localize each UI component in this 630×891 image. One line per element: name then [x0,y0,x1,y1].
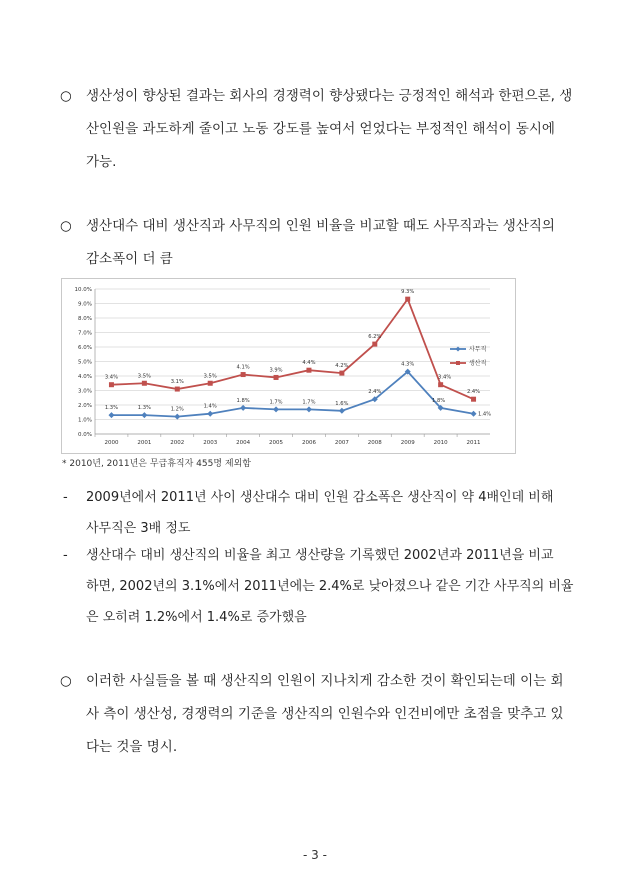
data-label: 4.1% [236,364,250,371]
data-point-diamond [207,411,213,417]
circle-bullet: ○ [60,218,72,234]
x-tick-label: 2004 [236,440,251,446]
data-label: 1.8% [236,397,250,404]
data-point-square [208,381,213,386]
x-tick-label: 2002 [170,440,185,446]
x-tick-label: 2011 [466,440,481,446]
paragraph-line: 2009년에서 2011년 사이 생산대수 대비 인원 감소폭은 생산직이 약 4배인데 비해 [86,490,554,505]
data-label: 1.6% [335,400,349,407]
paragraph-line: 은 오히려 1.2%에서 1.4%로 증가했음 [86,610,307,625]
data-label: 4.4% [302,360,316,367]
line-chart [61,278,516,454]
data-label: 1.3% [104,405,119,412]
data-label: 1.3% [137,405,151,412]
y-tick-label: 5.0% [78,359,92,366]
data-label: 1.7% [269,399,283,406]
data-label: 3.9% [269,367,283,374]
paragraph-line: 가능. [86,154,117,170]
dash-item-ratio [63,540,583,633]
dash-bullet: - [63,548,68,563]
paragraph-line: 이러한 사실들을 볼 때 생산직의 인원이 지나치게 감소한 것이 확인되는데 이는 회 [86,673,564,689]
y-tick-label: 3.0% [78,388,92,395]
chart-svg [62,279,515,453]
x-tick-label: 2010 [433,440,448,446]
data-label: 2.4% [368,389,382,396]
data-label: 3.4% [438,374,452,381]
dash-bullet: - [63,490,68,505]
data-label: 3.5% [203,373,217,380]
legend-label: 사무직 [469,346,487,353]
data-point-diamond [273,406,279,412]
x-tick-label: 2009 [400,440,415,446]
data-label: 1.4% [203,403,217,410]
paragraph-line: 생산대수 대비 생산직의 비율을 최고 생산량을 기록했던 2002년과 2011년을 비교 [86,548,554,563]
data-point-square [109,382,114,387]
data-label: 4.2% [335,363,349,370]
data-point-square [405,297,410,302]
x-tick-label: 2005 [269,440,284,446]
data-point-diamond [471,411,477,417]
paragraph-line: 하면, 2002년의 3.1%에서 2011년에는 2.4%로 낮아졌으나 같은 기간 사무직의 비율 [86,579,574,594]
y-tick-label: 6.0% [78,345,92,351]
paragraph-line: 산인원을 과도하게 줄이고 노동 강도를 높여서 얻었다는 부정적인 해석이 동시에 [86,121,555,137]
paragraph-productivity [60,80,580,179]
chart-footnote: * 2010년, 2011년은 무급휴직자 455명 제외함 [62,459,251,469]
data-label: 1.4% [477,411,492,418]
data-point-diamond [339,408,345,414]
data-label: 3.5% [137,373,151,380]
x-tick-label: 2003 [203,440,218,446]
x-tick-label: 2001 [137,440,152,446]
y-tick-label: 0.0% [78,432,92,438]
data-point-square [274,375,279,380]
data-point-square [372,342,377,347]
data-point-square [306,368,311,373]
y-tick-label: 2.0% [78,403,92,409]
y-tick-label: 10.0% [74,287,92,293]
legend-marker [456,361,460,365]
x-tick-label: 2000 [104,440,119,446]
paragraph-conclusion [60,665,580,764]
data-label: 3.1% [170,379,184,386]
series-line [111,372,473,417]
data-point-diamond [141,412,147,418]
data-point-square [142,381,147,386]
data-point-diamond [306,406,312,412]
circle-bullet: ○ [60,88,72,104]
data-label: 1.7% [302,399,316,406]
y-tick-label: 7.0% [78,330,92,337]
data-point-diamond [240,405,246,411]
x-tick-label: 2007 [334,440,349,446]
paragraph-line: 감소폭이 더 큼 [86,251,173,267]
data-label: 9.3% [401,289,415,296]
data-label: 1.8% [432,397,446,404]
y-tick-label: 4.0% [78,374,92,380]
x-tick-label: 2006 [301,440,316,446]
data-point-square [471,397,476,402]
page-number: - 3 - [303,848,327,862]
data-point-square [241,372,246,377]
paragraph-line: 다는 것을 명시. [86,739,178,755]
data-label: 3.4% [104,374,119,381]
y-tick-label: 1.0% [78,417,92,424]
paragraph-ratio-comparison [60,210,580,276]
y-tick-label: 8.0% [78,316,92,322]
legend-label: 생산직 [469,360,487,367]
data-label: 2.4% [466,389,481,396]
data-point-square [175,387,180,392]
data-point-square [339,371,344,376]
data-point-diamond [108,412,114,418]
x-tick-label: 2008 [367,440,382,446]
paragraph-line: 생산대수 대비 생산직과 사무직의 인원 비율을 비교할 때도 사무직과는 생산직의 [86,218,555,234]
paragraph-line: 생산성이 향상된 결과는 회사의 경쟁력이 향상됐다는 긍정적인 해석과 한편으론, 생 [86,88,573,104]
data-label: 6.2% [368,334,382,341]
data-point-diamond [174,414,180,420]
data-label: 1.2% [170,406,184,413]
dash-item-decline [63,482,583,544]
paragraph-line: 사 측이 생산성, 경쟁력의 기준을 생산직의 인원수와 인건비에만 초점을 맞추고 있 [86,706,564,722]
data-point-square [438,382,443,387]
paragraph-line: 사무직은 3배 정도 [86,521,191,536]
circle-bullet: ○ [60,673,72,689]
y-tick-label: 9.0% [78,301,92,308]
data-label: 4.3% [401,361,415,368]
